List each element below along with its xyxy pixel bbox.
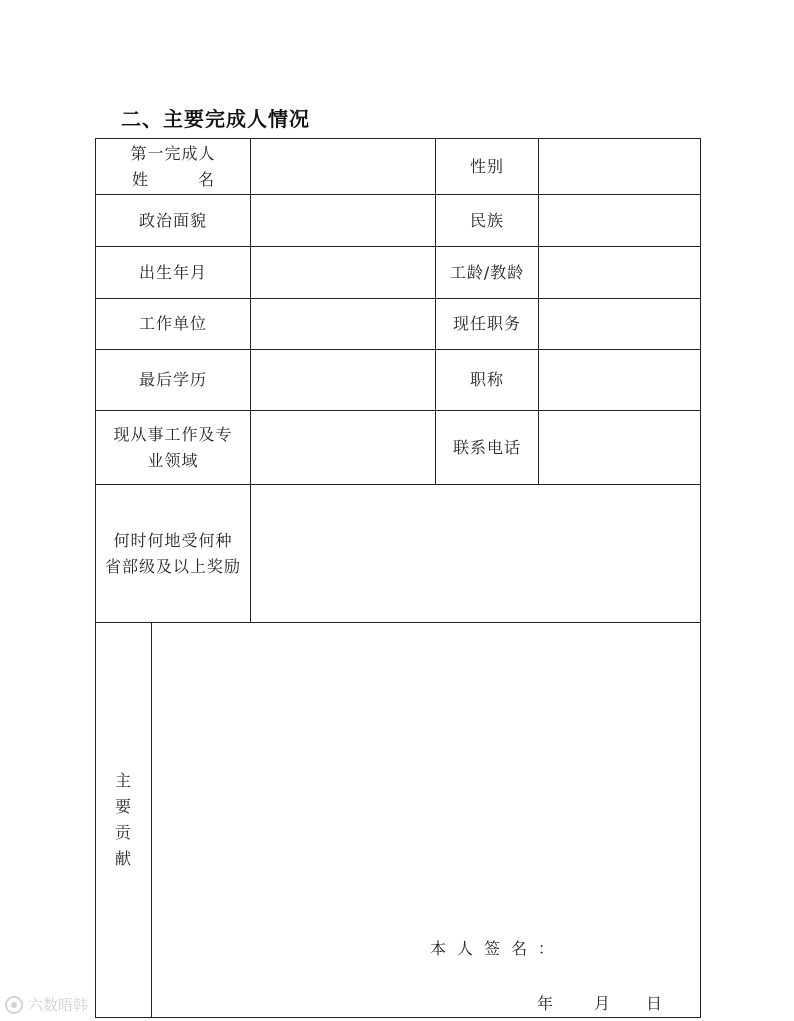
political-value-field[interactable] — [251, 195, 436, 247]
birth-label: 出生年月 — [96, 247, 251, 299]
education-value-field[interactable] — [251, 350, 436, 411]
table-row — [96, 623, 701, 1018]
birth-value-field[interactable] — [251, 247, 436, 299]
field-label-line2: 业领域 — [147, 450, 199, 470]
completer-info-table — [95, 138, 701, 1018]
section-heading: 二、主要完成人情况 — [121, 107, 310, 131]
awards-label-cell — [96, 485, 251, 623]
awards-value-field[interactable] — [251, 485, 701, 623]
position-label: 现任职务 — [436, 299, 539, 350]
phone-label: 联系电话 — [436, 411, 539, 485]
contribution-label-char: 要 — [114, 797, 132, 816]
contribution-label-char: 主 — [114, 771, 132, 790]
ethnicity-label: 民族 — [436, 195, 539, 247]
signature-date — [537, 991, 663, 1017]
watermark-text: 六数晤韩 — [28, 996, 89, 1014]
date-month-label: 月 — [594, 994, 612, 1013]
contribution-label-cell — [96, 623, 152, 1018]
watermark-logo-icon — [4, 995, 24, 1015]
name-label-char-xing: 姓 — [131, 169, 148, 189]
table-row — [96, 139, 701, 195]
name-label-cell — [96, 139, 251, 195]
table-row — [96, 350, 701, 411]
field-value-field[interactable] — [251, 411, 436, 485]
table-row — [96, 299, 701, 350]
contribution-value-field[interactable] — [152, 623, 701, 1018]
seniority-label: 工龄/教龄 — [436, 247, 539, 299]
seniority-value-field[interactable] — [539, 247, 701, 299]
name-label-char-ming: 名 — [198, 169, 215, 189]
date-year-label: 年 — [537, 994, 555, 1013]
education-label: 最后学历 — [96, 350, 251, 411]
position-value-field[interactable] — [539, 299, 701, 350]
field-label-cell — [96, 411, 251, 485]
contribution-label-char: 献 — [114, 849, 132, 868]
name-value-field[interactable] — [251, 139, 436, 195]
contribution-label-char: 贡 — [114, 823, 132, 842]
name-label-line2 — [96, 167, 250, 193]
table-row — [96, 485, 701, 623]
name-label-line1: 第一完成人 — [130, 143, 216, 163]
signature-label: 本人签名： — [430, 939, 566, 958]
date-day-label: 日 — [646, 994, 664, 1013]
employer-label: 工作单位 — [96, 299, 251, 350]
title-value-field[interactable] — [539, 350, 701, 411]
employer-value-field[interactable] — [251, 299, 436, 350]
awards-label-line1: 何时何地受何种 — [113, 530, 233, 550]
gender-value-field[interactable] — [539, 139, 701, 195]
phone-value-field[interactable] — [539, 411, 701, 485]
awards-label-line2: 省部级及以上奖励 — [105, 556, 242, 576]
table-row — [96, 411, 701, 485]
table-row — [96, 195, 701, 247]
title-label: 职称 — [436, 350, 539, 411]
watermark — [4, 994, 88, 1015]
table-row — [96, 247, 701, 299]
field-label-line1: 现从事工作及专 — [113, 424, 233, 444]
gender-label: 性别 — [436, 139, 539, 195]
political-label: 政治面貌 — [96, 195, 251, 247]
ethnicity-value-field[interactable] — [539, 195, 701, 247]
